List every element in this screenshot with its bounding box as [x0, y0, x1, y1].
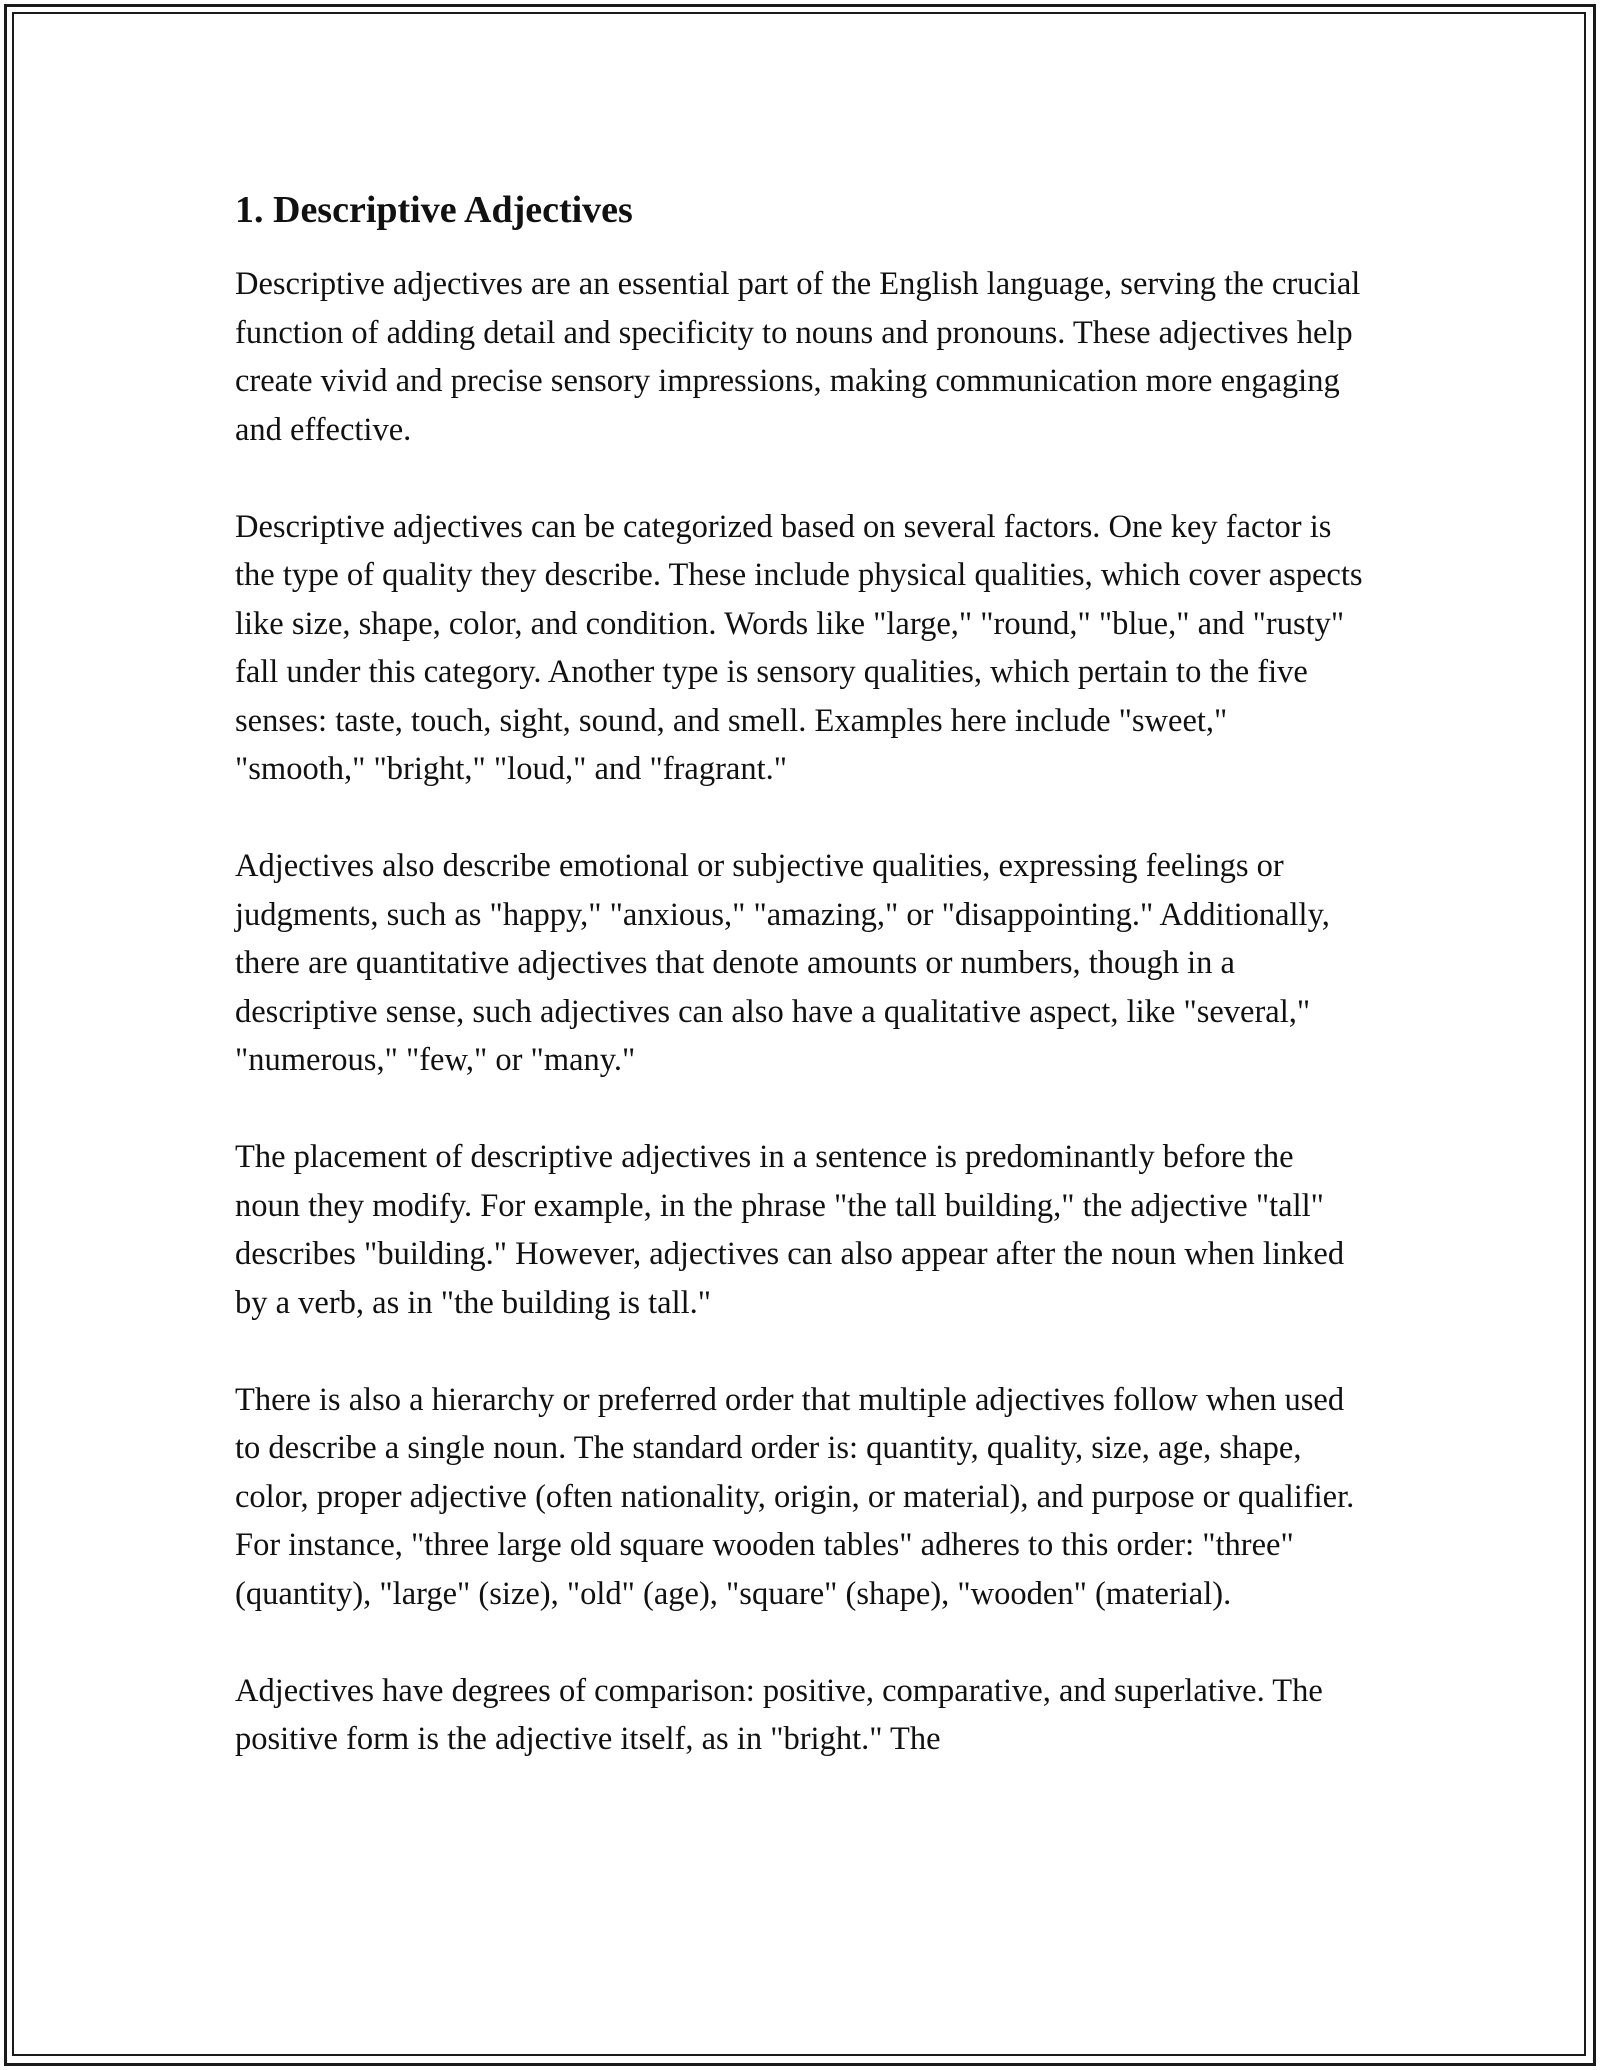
paragraph-degrees: Adjectives have degrees of comparison: positive, comparative, and superlative. The positive form is the adjective itself, as in "bright." The: [235, 1672, 1323, 1757]
paragraph-emotional-quantitative: Adjectives also describe emotional or subjective qualities, expressing feelings or judgments, such as "happy," "anxious," "amazing," or "disappointing." Additionally, there are quantitative adjectives that denote amounts or numbers, though in a descriptive sense, such adjectives can also have a qualitative aspect, like "several," "numerous," "few," or "many.": [235, 848, 1330, 1078]
paragraph-order: There is also a hierarchy or preferred order that multiple adjectives follow when used to describe a single noun. The standard order is: quantity, quality, size, age, shape, color, proper adjective (often nationality, origin, or material), and purpose or qualifier. For instance, "three large old square wooden tables" adheres to this order: "three" (quantity), "large" (size), "old" (age), "square" (shape), "wooden" (material).: [235, 1381, 1355, 1612]
section-heading: 1. Descriptive Adjectives: [235, 189, 633, 231]
document-body: [235, 186, 1365, 1812]
paragraph-intro: Descriptive adjectives are an essential part of the English language, serving the crucial function of adding detail and specificity to nouns and pronouns. These adjectives help create vivid and precise sensory impressions, making communication more engaging and effective.: [235, 266, 1361, 448]
paragraph-placement: The placement of descriptive adjectives in a sentence is predominantly before the noun they modify. For example, in the phrase "the tall building," the adjective "tall" describes "building." However, adjectives can also appear after the noun when linked by a verb, as in "the building is tall.": [235, 1139, 1345, 1321]
paragraph-categories: Descriptive adjectives can be categorized based on several factors. One key factor is the type of quality they describe. These include physical qualities, which cover aspects like size, shape, color, and condition. Words like "large," "round," "blue," and "rusty" fall under this category. Another type is sensory qualities, which pertain to the five senses: taste, touch, sight, sound, and smell. Examples here include "sweet," "smooth," "bright," "loud," and "fragrant.": [235, 508, 1363, 787]
